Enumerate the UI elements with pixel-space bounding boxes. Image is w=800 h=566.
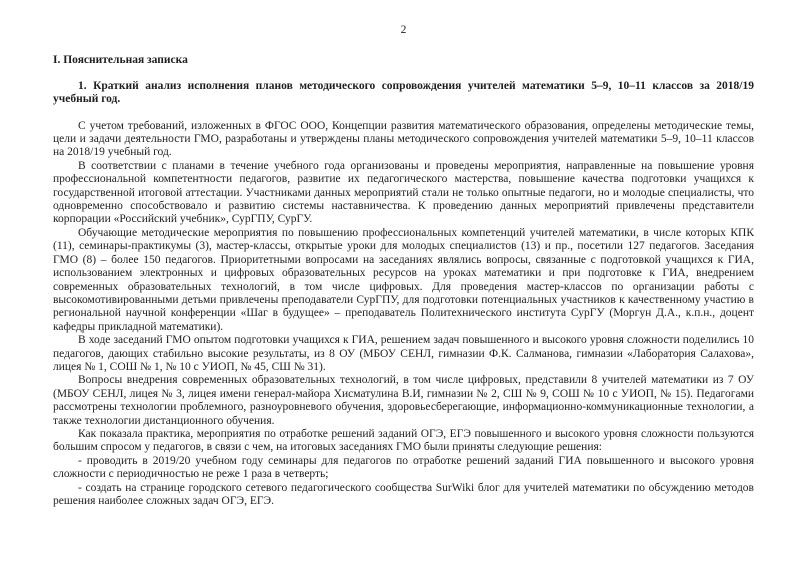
resolution-item-seminars: - проводить в 2019/20 учебном году семинары для педагогов по отработке решений заданий ГИА повышенного и высокого уровня сложности с периодичностью не реже 1 раза в четверть;	[53, 454, 754, 481]
paragraph-fgos-requirements: С учетом требований, изложенных в ФГОС ООО, Концепции развития математического образования, определены методические темы, цели и задачи деятельности ГМО, разработаны и утверждены планы методического сопровождения учителей математики 5–9, 10–11 классов на 2018/19 учебный год.	[53, 119, 754, 159]
paragraph-decisions-intro: Как показала практика, мероприятия по отработке решений заданий ОГЭ, ЕГЭ повышенного и высокого уровня сложности пользуются большим спросом у педагогов, в связи с чем, на итоговых заседаниях ГМО были приняты следующие решения:	[53, 427, 754, 454]
paragraph-gmo-sessions: В ходе заседаний ГМО опытом подготовки учащихся к ГИА, решением задач повышенного и высокого уровня сложности поделились 10 педагогов, дающих стабильно высокие результаты, из 8 ОУ (МБОУ СЕНЛ, гимназии Ф.К. Салманова, гимназии «Лаборатория Салахова», лицея № 1, СОШ № 1, № 10 с УИОП, № 45, СШ № 31).	[53, 334, 754, 373]
subsection-heading: 1. Краткий анализ исполнения планов методического сопровождения учителей математики 5–9, 10–11 классов за 2018/19 учебный год.	[53, 79, 754, 106]
paragraph-training-events: Обучающие методические мероприятия по повышению профессиональных компетенций учителей математики, в числе которых КПК (11), семинары-практикумы (3), мастер-классы, открытые уроки для молодых специалистов (13) и пр., посетили 127 педагогов. Заседания ГМО (8) – более 150 педагогов. Приоритетными вопросами на заседаниях являлись вопросы, связанные с подготовкой учащихся к ГИА, использованием электронных и цифровых образовательных ресурсов на уроках математики и при подготовке к ГИА, внедрением современных образовательных технологий, в том числе цифровых. Для проведения мастер-классов по организации работы с высокомотивированными детьми привлечены преподаватели СурГПУ, для подготовки потенциальных участников к качественному участию в региональной научной конференции «Шаг в будущее» – преподаватель Политехнического института СурГУ (Моргун Д.А., к.п.н., доцент кафедры прикладной математики).	[53, 226, 754, 333]
paragraph-edtech: Вопросы внедрения современных образовательных технологий, в том числе цифровых, представили 8 учителей математики из 7 ОУ (МБОУ СЕНЛ, лицея № 3, лицея имени генерал-майора Хисматулина В.И, гимназии № 2, СШ № 9, СОШ № 10 с УИОП, № 15). Педагогами рассмотрены технологии проблемного, разноуровневого обучения, здоровьесберегающие, информационно-коммуникационные технологии, а также технологии дистанционного обучения.	[53, 374, 754, 427]
section-heading: I. Пояснительная записка	[53, 54, 188, 67]
page-number: 2	[400, 24, 407, 36]
resolution-item-surwiki-blog: - создать на странице городского сетевого педагогического сообщества SurWiki блог для учителей математики по обсуждению методов решения наиболее сложных задач ОГЭ, ЕГЭ.	[53, 481, 754, 507]
paragraph-events-overview: В соответствии с планами в течение учебного года организованы и проведены мероприятия, направленные на повышение уровня профессиональной компетентности педагогов, развитие их педагогического мастерства, повышение качества подготовки учащихся к государственной итоговой аттестации. Участниками данных мероприятий стали не только опытные педагоги, но и молодые специалисты, что одновременно способствовало и развитию системы наставничества. К проведению данных мероприятий привлечены представители корпорации «Российский учебник», СурГПУ, СурГУ.	[53, 159, 754, 226]
